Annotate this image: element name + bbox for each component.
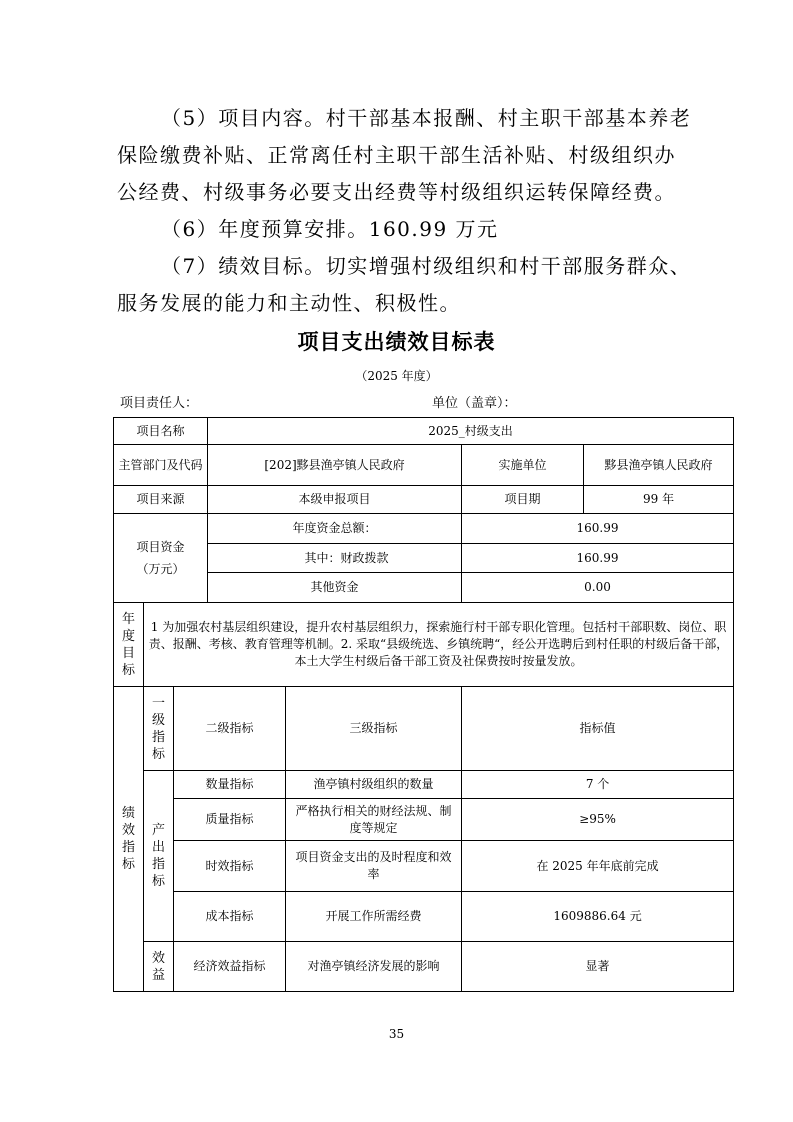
source-label: 项目来源 [114,486,208,514]
table-row [114,418,734,445]
table-row [114,799,734,841]
indicator-level2: 成本指标 [174,892,286,942]
project-name-value: 2025_村级支出 [208,418,734,445]
header-value: 指标值 [462,687,734,771]
benefit-label: 效 益 [144,942,174,992]
table-row [114,486,734,514]
indicator-value: 在 2025 年年底前完成 [462,841,734,892]
funds-label: 项目资金 （万元） [114,514,208,603]
funds-total-value: 160.99 [462,514,734,544]
dept-label: 主管部门及代码 [114,445,208,486]
funds-fiscal-value: 160.99 [462,544,734,573]
indicator-level2: 经济效益指标 [174,942,286,992]
indicator-value: 显著 [462,942,734,992]
annual-goal-text: 1 为加强农村基层组织建设，提升农村基层组织力，探索施行村干部专职化管理。包括村干部职数、岗位、职责、报酬、考核、教育管理等机制。2. 采取“县级统选、乡镇统聘“，经公开选聘后到村任职的村级后备干部，本土大学生村级后备干部工资及社保费按时按量发放。 [144,603,734,687]
indicator-level2: 时效指标 [174,841,286,892]
indicator-level2: 数量指标 [174,771,286,799]
impl-value: 黟县渔亭镇人民政府 [584,445,734,486]
period-label: 项目期 [462,486,584,514]
funds-other-label: 其他资金 [208,573,462,603]
body-text [117,100,697,322]
paragraph-project-content: （5）项目内容。村干部基本报酬、村主职干部基本养老保险缴费补贴、正常离任村主职干部生活补贴、村级组织办公经费、村级事务必要支出经费等村级组织运转保障经费。 [117,106,692,204]
table-row [114,514,734,544]
table-row [114,892,734,942]
indicator-level2: 质量指标 [174,799,286,841]
impl-label: 实施单位 [462,445,584,486]
annual-goal-label: 年 度 目 标 [114,603,144,687]
year-label: （2025 年度） [355,369,438,383]
header-level2: 二级指标 [174,687,286,771]
indicator-value: 7 个 [462,771,734,799]
source-value: 本级申报项目 [208,486,462,514]
header-level3: 三级指标 [286,687,462,771]
indicator-level3: 严格执行相关的财经法规、制度等规定 [286,799,462,841]
indicator-value: ≥95% [462,799,734,841]
dept-value: [202]黟县渔亭镇人民政府 [208,445,462,486]
indicator-value: 1609886.64 元 [462,892,734,942]
table-row [114,603,734,687]
funds-other-value: 0.00 [462,573,734,603]
output-label: 产 出 指 标 [144,771,174,942]
project-name-label: 项目名称 [114,418,208,445]
page-number: 35 [388,1027,405,1041]
responsible-label: 项目责任人： [120,396,199,411]
period-value: 99 年 [584,486,734,514]
funds-fiscal-label: 其中：财政拨款 [208,544,462,573]
paragraph-budget: （6）年度预算安排。160.99 万元 [161,217,499,241]
indicator-level3: 开展工作所需经费 [286,892,462,942]
header-level1: 一 级 指 标 [144,687,174,771]
table-row [114,687,734,771]
indicator-level3: 渔亭镇村级组织的数量 [286,771,462,799]
performance-table [113,417,734,992]
indicators-section-label: 绩 效 指 标 [114,687,144,992]
funds-total-label: 年度资金总额： [208,514,462,544]
table-title: 项目支出绩效目标表 [297,330,496,354]
unit-seal-label: 单位（盖章）： [432,396,517,411]
table-row [114,942,734,992]
indicator-level3: 项目资金支出的及时程度和效率 [286,841,462,892]
table-row [114,445,734,486]
table-row [114,771,734,799]
table-row [114,841,734,892]
indicator-level3: 对渔亭镇经济发展的影响 [286,942,462,992]
paragraph-goal: （7）绩效目标。切实增强村级组织和村干部服务群众、服务发展的能力和主动性、积极性。 [117,254,692,315]
